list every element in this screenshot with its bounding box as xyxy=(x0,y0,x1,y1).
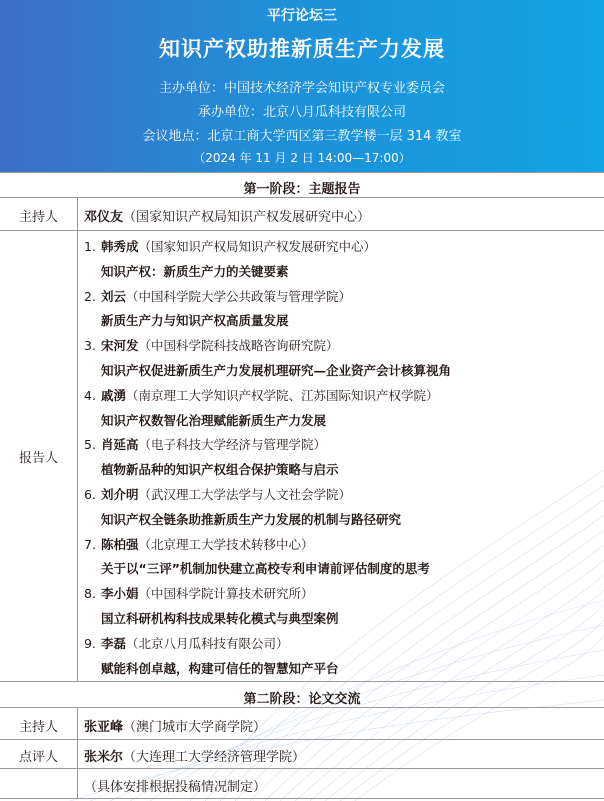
stage1-title: 第一阶段：主题报告 xyxy=(243,182,361,197)
speaker-org: （武汉理工大学法学与人文社会学院） xyxy=(138,487,352,502)
stage2-host-org: （澳门城市大学商学院） xyxy=(123,720,267,735)
talk-number: 1. xyxy=(84,239,96,254)
talk-topic: 知识产权数智化治理赋能新质生产力发展 xyxy=(101,412,327,428)
talk-number: 2. xyxy=(84,288,96,304)
rule xyxy=(0,739,604,740)
talk-speaker xyxy=(84,435,326,453)
stage1-host-label: 主持人 xyxy=(18,210,58,225)
rule xyxy=(0,172,604,173)
speaker-org: （国家知识产权局知识产权发展研究中心） xyxy=(138,239,377,254)
talk-topic: 知识产权：新质生产力的关键要素 xyxy=(101,263,289,279)
speaker-name: 宋河发 xyxy=(101,338,139,354)
forum-number: 平行论坛三 xyxy=(267,8,337,24)
stage2-reviewer xyxy=(84,746,305,765)
talk-speaker xyxy=(84,336,339,354)
talk-number: 5. xyxy=(84,437,96,453)
talk-number: 3. xyxy=(84,338,96,354)
stage2-host-label: 主持人 xyxy=(18,720,58,735)
talk-topic: 关于以“三评”机制加快建立高校专利申请前评估制度的思考 xyxy=(101,561,430,577)
speaker-name: 陈柏强 xyxy=(101,536,139,552)
rule xyxy=(0,230,604,231)
venue-line: 会议地点：北京工商大学西区第三教学楼一层 314 教室 xyxy=(142,129,462,144)
talk-topic: 赋能科创卓越，构建可信任的智慧知产平台 xyxy=(101,660,339,676)
rule xyxy=(0,768,604,769)
speaker-org: （中国科学院科技战略咨询研究院） xyxy=(138,338,339,354)
stage2-host xyxy=(84,716,266,735)
stage1-host-org: （国家知识产权局知识产权发展研究中心） xyxy=(123,210,371,225)
speaker-org: （南京理工大学知识产权学院、江苏国际知识产权学院） xyxy=(126,387,439,403)
stage2-title: 第二阶段：论文交流 xyxy=(243,692,361,707)
speaker-name: 李小娟 xyxy=(101,586,139,602)
reporter-label: 报告人 xyxy=(18,451,58,466)
stage1-host-name: 邓仪友 xyxy=(84,210,124,225)
rule xyxy=(0,197,604,198)
forum-title: 知识产权助推新质生产力发展 xyxy=(159,37,445,61)
reviewer-label: 点评人 xyxy=(18,750,58,765)
talk-speaker xyxy=(84,584,314,602)
rule xyxy=(0,707,604,708)
speaker-org: （北京八月瓜科技有限公司） xyxy=(126,635,289,651)
talk-speaker xyxy=(84,535,314,553)
talk-topic: 植物新品种的知识产权组合保护策略与启示 xyxy=(101,462,339,478)
talk-topic: 国立科研机构科技成果转化模式与典型案例 xyxy=(101,611,339,626)
reviewer-name: 张米尔 xyxy=(84,750,124,765)
organizer-line: 主办单位：中国技术经济学会知识产权专业委员会 xyxy=(158,81,445,96)
stage2-host-name: 张亚峰 xyxy=(84,720,124,735)
talk-number: 4. xyxy=(84,387,96,403)
talk-topic: 新质生产力与知识产权高质量发展 xyxy=(101,313,289,329)
speaker-org: （中国科学院大学公共政策与管理学院） xyxy=(126,288,352,304)
speaker-org: （北京理工大学技术转移中心） xyxy=(138,536,314,552)
talk-number: 9. xyxy=(84,635,96,651)
talk-number: 6. xyxy=(84,487,96,502)
header-banner xyxy=(0,0,604,172)
talk-speaker xyxy=(84,386,439,404)
talk-topic: 知识产权全链条助推新质生产力发展的机制与路径研究 xyxy=(101,511,402,527)
time-line: （2024 年 11 月 2 日 14:00—17:00） xyxy=(193,151,411,165)
talk-speaker xyxy=(84,634,289,652)
stage1-host xyxy=(84,206,370,225)
talk-speaker xyxy=(84,237,376,255)
rule xyxy=(0,681,604,682)
column-divider xyxy=(77,707,78,798)
talk-speaker xyxy=(84,287,351,305)
speaker-name: 刘介明 xyxy=(101,487,139,502)
rule xyxy=(0,798,604,799)
talk-topic: 知识产权促进新质生产力发展机理研究—企业资产会计核算视角 xyxy=(101,363,452,378)
arrangement-note: （具体安排根据投稿情况制定） xyxy=(84,780,267,795)
column-divider xyxy=(77,197,78,681)
speaker-name: 肖延高 xyxy=(101,437,139,453)
talk-number: 7. xyxy=(84,536,96,552)
talk-number: 8. xyxy=(84,586,96,602)
speaker-name: 刘云 xyxy=(101,288,127,304)
speaker-name: 韩秀成 xyxy=(101,239,139,254)
speaker-name: 戚湧 xyxy=(101,387,127,403)
undertaker-line: 承办单位：北京八月瓜科技有限公司 xyxy=(197,105,406,120)
speaker-name: 李磊 xyxy=(101,635,127,651)
speaker-org: （电子科技大学经济与管理学院） xyxy=(138,437,327,453)
reviewer-org: （大连理工大学经济管理学院） xyxy=(123,750,306,765)
speaker-org: （中国科学院计算技术研究所） xyxy=(138,586,314,602)
talk-speaker xyxy=(84,485,351,503)
